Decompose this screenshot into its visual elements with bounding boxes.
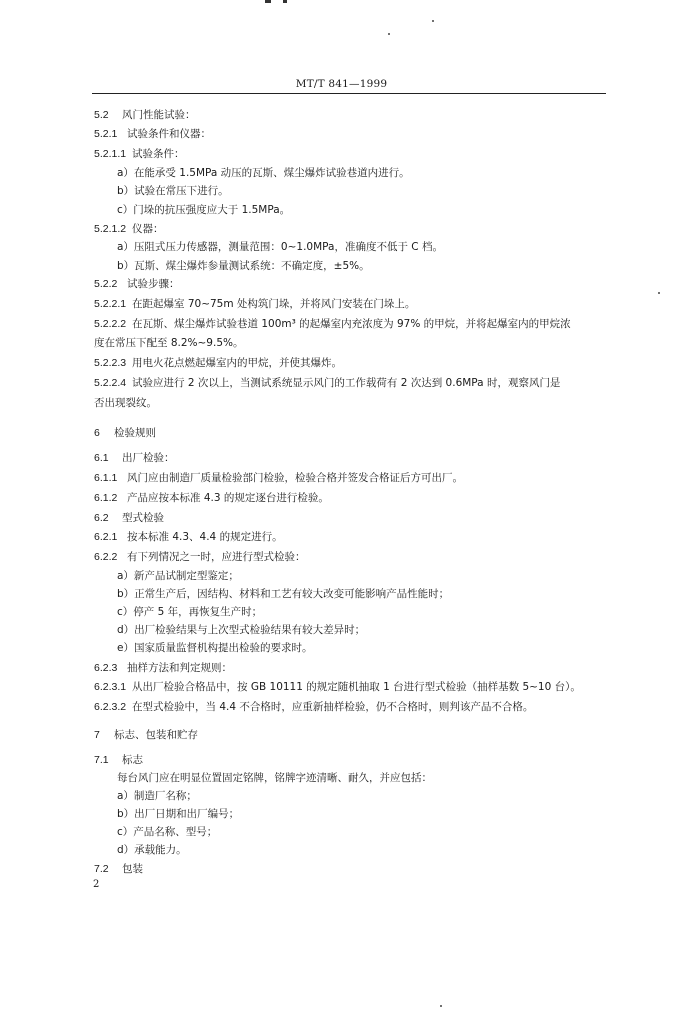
continuation-line [94,396,157,410]
clause-number: 6.2.2 [94,551,118,563]
clause-number: 6.1.2 [94,492,118,504]
clause-text: 用电火花点燃起爆室内的甲烷，并使其爆炸。 [132,357,342,369]
clause-text: 风门应由制造厂质量检验部门检验，检验合格并签发合格证后方可出厂。 [127,472,463,484]
clause-6-2-3 [94,661,232,675]
clause-text: 标志 [122,754,143,766]
clause-text: 仪器： [132,223,164,235]
clause-number: 7.2 [94,863,109,875]
section-title: 检验规则 [114,427,156,439]
clause-text: 抽样方法和判定规则： [127,662,232,674]
clause-number: 5.2.2.3 [94,357,127,369]
list-item [117,203,290,217]
clause-5-2-1-1 [94,147,185,161]
clause-number: 5.2.1 [94,128,118,140]
clause-text: 包装 [122,863,143,875]
clause-text: 有下列情况之一时，应进行型式检验： [127,551,306,563]
list-item-text: a）新产品试制定型鉴定； [117,570,239,582]
clause-text: 从出厂检验合格品中，按 GB 10111 的规定随机抽取 1 台进行型式检验（抽样基数 5~10 台）。 [132,681,581,693]
list-item [117,569,239,583]
clause-text: 在距起爆室 70~75m 处构筑门垛，并将风门安装在门垛上。 [132,298,416,310]
clause-5-2-1 [94,127,211,141]
clause-number: 5.2.1.2 [94,223,127,235]
list-item [117,825,217,839]
clause-number: 6.2.3 [94,662,118,674]
section-number: 7 [94,729,100,741]
clause-6-1-2 [94,491,329,505]
list-item-text: c）门垛的抗压强度应大于 1.5MPa。 [117,204,291,216]
scan-speck [388,33,390,35]
list-item-text: b）试验在常压下进行。 [117,185,229,197]
scan-speck [283,0,287,3]
clause-6-1-1 [94,471,463,485]
list-item-text: b）瓦斯、煤尘爆炸参量测试系统：不确定度，±5%。 [117,260,370,272]
list-item [117,587,449,601]
list-item [117,605,262,619]
clause-5-2-2-1 [94,297,415,311]
clause-6-1 [94,451,175,465]
clause-number: 6.1.1 [94,472,118,484]
clause-text: 风门性能试验： [122,109,196,121]
clause-text: 按本标准 4.3、4.4 的规定进行。 [127,531,283,543]
clause-text: 试验条件和仪器： [127,128,211,140]
list-item [117,641,312,655]
section-number: 6 [94,427,100,439]
clause-number: 5.2 [94,109,109,121]
clause-text: 试验应进行 2 次以上，当测试系统显示风门的工作载荷有 2 次达到 0.6MPa 时，观察风门是 [132,377,561,389]
list-item [117,184,229,198]
scan-speck [265,0,271,3]
list-item-text: c）产品名称、型号； [117,826,218,838]
clause-5-2-2 [94,277,180,291]
clause-number: 6.2.3.2 [94,701,127,713]
clause-number: 6.2.3.1 [94,681,127,693]
list-item [117,843,187,857]
clause-5-2-2-3 [94,356,342,370]
list-item-text: d）出厂检验结果与上次型式检验结果有较大差异时； [117,624,366,636]
clause-text: 试验步骤： [127,278,180,290]
clause-number: 5.2.2.4 [94,377,127,389]
section-6 [94,426,156,440]
clause-7-1 [94,753,143,767]
clause-number: 5.2.2.1 [94,298,127,310]
clause-text: 度在常压下配至 8.2%~9.5%。 [94,337,244,349]
standard-code: MT/T 841—1999 [295,78,388,90]
page-number: 2 [93,879,100,890]
clause-5-2-2-2 [94,317,571,331]
list-item [117,807,239,821]
clause-6-2-3-2 [94,700,533,714]
list-item [117,789,197,803]
paragraph-text: 每台风门应在明显位置固定铭牌，铭牌字迹清晰、耐久，并应包括： [117,772,432,784]
clause-text: 否出现裂纹。 [94,397,157,409]
section-7 [94,728,198,742]
list-item-text: a）在能承受 1.5MPa 动压的瓦斯、煤尘爆炸试验巷道内进行。 [117,167,410,179]
clause-text: 产品应按本标准 4.3 的规定逐台进行检验。 [127,492,329,504]
clause-number: 6.2.1 [94,531,118,543]
header-divider [92,93,606,94]
clause-number: 5.2.2 [94,278,118,290]
list-item-text: b）正常生产后，因结构、材料和工艺有较大改变可能影响产品性能时； [117,588,450,600]
clause-6-2-1 [94,530,283,544]
list-item-text: e）国家质量监督机构提出检验的要求时。 [117,642,313,654]
list-item-text: d）承载能力。 [117,844,187,856]
continuation-line [94,336,244,350]
list-item [117,240,443,254]
clause-number: 6.1 [94,452,109,464]
clause-5-2 [94,108,196,122]
clause-6-2-2 [94,550,306,564]
list-item-text: a）制造厂名称； [117,790,197,802]
clause-number: 6.2 [94,512,109,524]
list-item [117,259,370,273]
clause-text: 在瓦斯、煤尘爆炸试验巷道 100m³ 的起爆室内充浓度为 97% 的甲烷，并将起爆室内的甲烷浓 [132,318,571,330]
list-item-text: c）停产 5 年，再恢复生产时； [117,606,263,618]
list-item-text: a）压阻式压力传感器，测量范围：0~1.0MPa，准确度不低于 C 档。 [117,241,443,253]
clause-text: 试验条件： [132,148,185,160]
clause-6-2-3-1 [94,680,581,694]
scan-speck [658,292,660,294]
clause-text: 型式检验 [122,512,164,524]
clause-7-2 [94,862,143,876]
list-item-text: b）出厂日期和出厂编号； [117,808,240,820]
section-title: 标志、包装和贮存 [114,729,198,741]
clause-number: 5.2.2.2 [94,318,127,330]
clause-5-2-2-4 [94,376,560,390]
clause-number: 7.1 [94,754,109,766]
scan-speck [432,20,434,22]
list-item [117,166,410,180]
clause-6-2 [94,511,164,525]
clause-number: 5.2.1.1 [94,148,127,160]
list-item [117,623,365,637]
clause-text: 在型式检验中，当 4.4 不合格时，应重新抽样检验，仍不合格时，则判该产品不合格。 [132,701,534,713]
clause-text: 出厂检验： [122,452,175,464]
scan-speck [440,1005,442,1007]
paragraph-line [117,771,432,785]
clause-5-2-1-2 [94,222,164,236]
